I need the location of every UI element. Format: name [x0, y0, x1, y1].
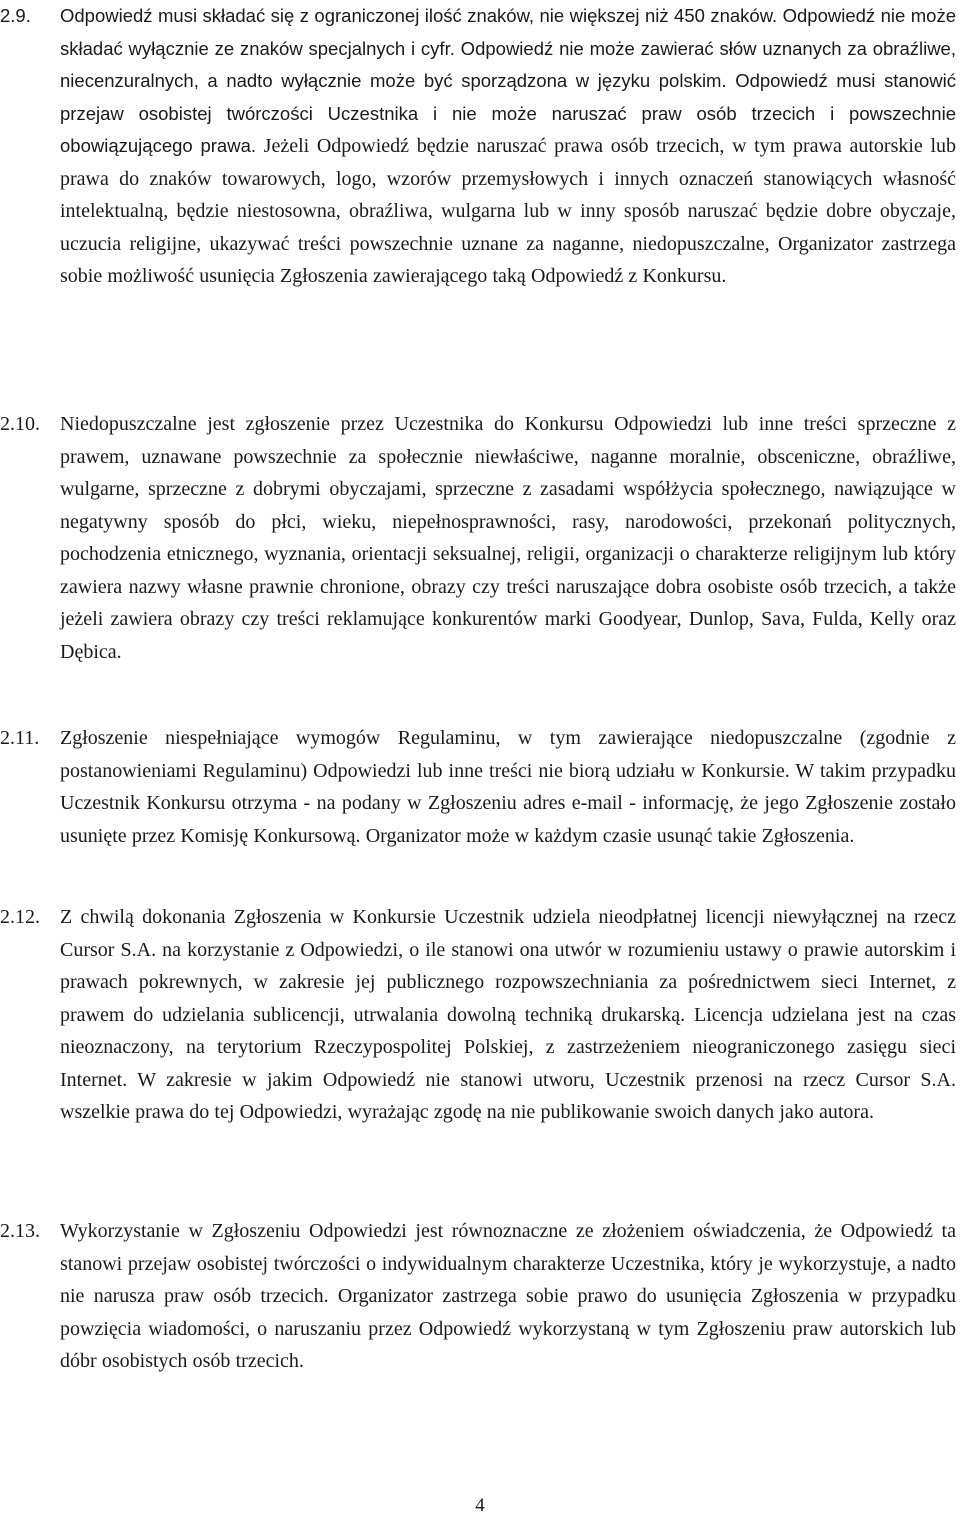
clause-number: 2.13. [0, 1220, 40, 1242]
clause-text: Niedopuszczalne jest zgłoszenie przez Uczestnika do Konkursu Odpowiedzi lub inne treści sprzeczne z prawem, uznawane powszechnie za społecznie niewłaściwe, naganne moralnie, obsceniczne, obraźliwe, wulgarne, sprzeczne z dobrymi obyczajami, sprzeczne z zasadami współżycia społecznego, nawiązujące w negatywny sposób do płci, wieku, niepełnosprawności, rasy, narodowości, przekonań politycznych, pochodzenia etnicznego, wyznania, orientacji seksualnej, religii, organizacji o charakterze religijnym lub który zawiera nazwy własne prawnie chronione, obrazy czy treści naruszające dobra osobiste osób trzecich, a także jeżeli zawiera obrazy czy treści reklamujące konkurentów marki Goodyear, Dunlop, Sava, Fulda, Kelly oraz Dębica. [60, 413, 956, 663]
clause-number: 2.9. [0, 5, 31, 26]
clause-number: 2.12. [0, 906, 40, 928]
clause-2-13 [0, 1215, 960, 1378]
clause-number: 2.10. [0, 413, 40, 435]
clause-text-part-2: Jeżeli Odpowiedź będzie naruszać prawa osób trzecich, w tym prawa autorskie lub prawa do znaków towarowych, logo, wzorów przemysłowych i innych oznaczeń stanowiących własność intelektualną, będzie niestosowna, obraźliwa, wulgarna lub w inny sposób naruszać będzie dobre obyczaje, uczucia religijne, ukazywać treści powszechnie uznane za naganne, niedopuszczalne, Organizator zastrzega sobie możliwość usunięcia Zgłoszenia zawierającego taką Odpowiedź z Konkursu. [60, 135, 957, 287]
clause-number: 2.11. [0, 727, 40, 749]
clause-2-9 [0, 0, 960, 293]
clause-text: Z chwilą dokonania Zgłoszenia w Konkursie Uczestnik udziela nieodpłatnej licencji niewyłącznej na rzecz Cursor S.A. na korzystanie z Odpowiedzi, o ile stanowi ona utwór w rozumieniu ustawy o prawie autorskim i prawach pokrewnych, w zakresie jej publicznego rozpowszechniania za pośrednictwem sieci Internet, z prawem do udzielania sublicencji, utrwalania dowolną techniką drukarską. Licencja udzielana jest na czas nieoznaczony, na terytorium Rzeczypospolitej Polskiej, z zastrzeżeniem nieograniczonego zasięgu sieci Internet. W zakresie w jakim Odpowiedź nie stanowi utworu, Uczestnik przenosi na rzecz Cursor S.A. wszelkie prawa do tej Odpowiedzi, wyrażając zgodę na nie publikowanie swoich danych jako autora. [60, 906, 956, 1123]
clause-text: Wykorzystanie w Zgłoszeniu Odpowiedzi jest równoznaczne ze złożeniem oświadczenia, że Odpowiedź ta stanowi przejaw osobistej twórczości o indywidualnym charakterze Uczestnika, który je wykorzystuje, a nadto nie narusza praw osób trzecich. Organizator zastrzega sobie prawo do usunięcia Zgłoszenia w przypadku powzięcia wiadomości, o naruszaniu przez Odpowiedź wykorzystaną w tym Zgłoszeniu praw autorskich lub dóbr osobistych osób trzecich. [60, 1220, 956, 1372]
clause-2-11 [0, 722, 960, 852]
clause-text-part-1: Odpowiedź musi składać się z ograniczonej ilość znaków, nie większej niż 450 znaków. Odpowiedź nie może składać wyłącznie ze znaków specjalnych i cyfr. Odpowiedź nie może zawierać słów uznanych za obraźliwe, niecenzuralnych, a nadto wyłącznie może być sporządzona w języku polskim. Odpowiedź musi stanowić przejaw osobistej twórczości Uczestnika i nie może naruszać praw osób trzecich i powszechnie obowiązującego prawa. [60, 5, 956, 156]
clause-2-10 [0, 408, 960, 668]
clause-text: Zgłoszenie niespełniające wymogów Regulaminu, w tym zawierające niedopuszczalne (zgodnie z postanowieniami Regulaminu) Odpowiedzi lub inne treści nie biorą udziału w Konkursie. W takim przypadku Uczestnik Konkursu otrzyma - na podany w Zgłoszeniu adres e-mail - informację, że jego Zgłoszenie zostało usunięte przez Komisję Konkursową. Organizator może w każdym czasie usunąć takie Zgłoszenia. [60, 727, 956, 847]
clause-2-12 [0, 901, 960, 1129]
clause-text [60, 0, 956, 293]
page-number: 4 [475, 1495, 485, 1516]
